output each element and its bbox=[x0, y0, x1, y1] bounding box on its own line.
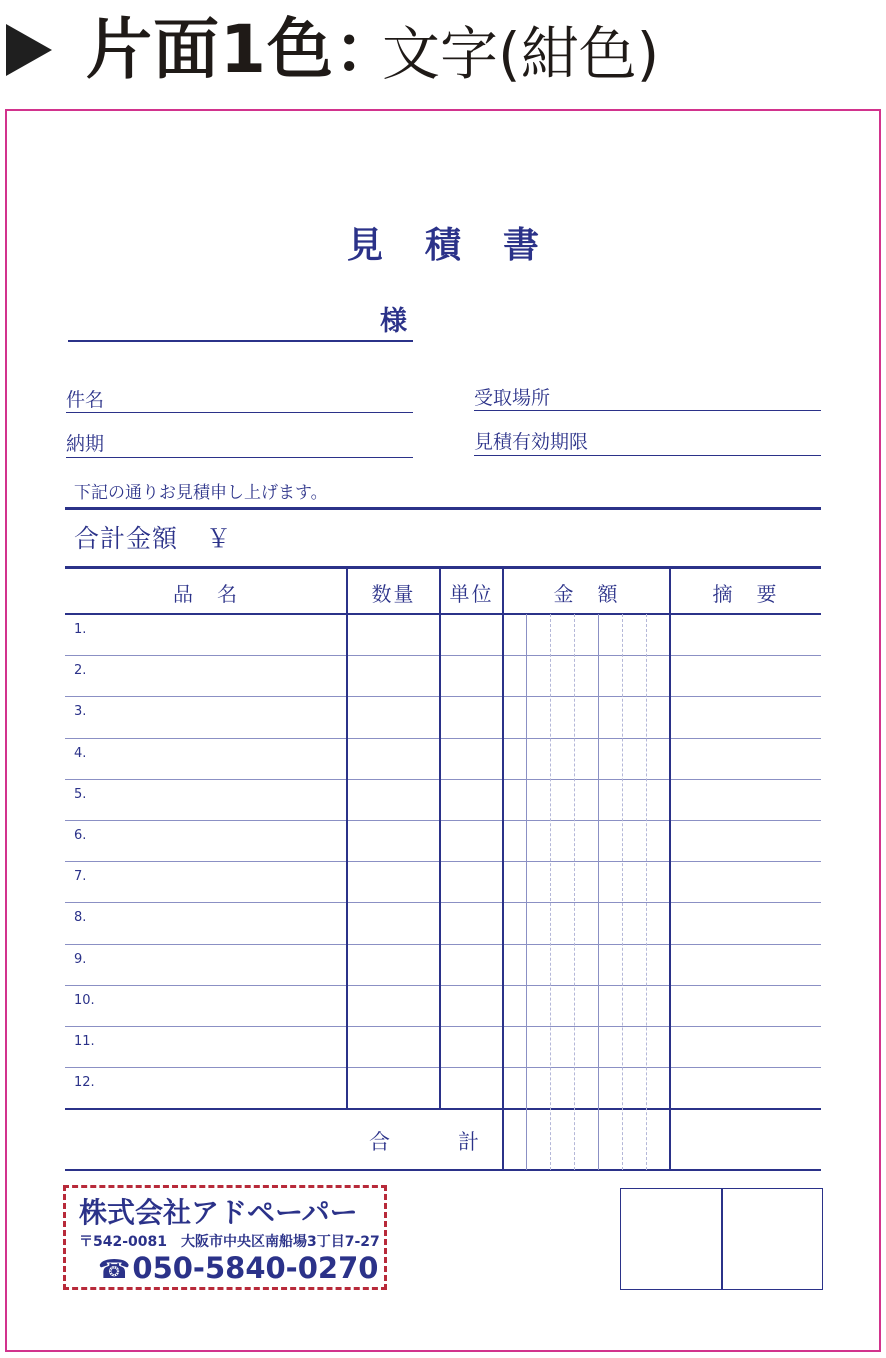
honorific: 様 bbox=[380, 306, 407, 337]
vdash-amount-4 bbox=[646, 614, 647, 1170]
company-box bbox=[63, 1185, 387, 1290]
note-rule bbox=[65, 507, 821, 510]
heading-main: 片面1色： bbox=[86, 11, 401, 88]
table-row-divider bbox=[65, 655, 821, 656]
col-header-item: 品 名 bbox=[173, 582, 239, 606]
table-row-divider bbox=[65, 1067, 821, 1068]
subtotal-label-right: 計 bbox=[458, 1130, 479, 1154]
table-row-divider bbox=[65, 738, 821, 739]
telephone-icon: ☎ bbox=[98, 1255, 131, 1285]
vline-amount-remarks bbox=[669, 569, 671, 1170]
field-subject-label: 件名 bbox=[66, 389, 105, 411]
vline-amount-digit-2 bbox=[598, 614, 599, 1170]
field-delivery-date-label: 納期 bbox=[66, 433, 105, 455]
field-validity-line bbox=[474, 455, 821, 456]
form-title: 見積書 bbox=[346, 225, 581, 266]
company-tel bbox=[98, 1250, 378, 1288]
vline-qty-unit bbox=[439, 569, 441, 1109]
table-row-divider bbox=[65, 820, 821, 821]
table-row-divider bbox=[65, 779, 821, 780]
vdash-amount-1 bbox=[550, 614, 551, 1170]
vdash-amount-3 bbox=[622, 614, 623, 1170]
vline-amount-digit-1 bbox=[526, 614, 527, 1170]
row-number: 4. bbox=[74, 745, 87, 761]
estimate-sheet bbox=[5, 109, 881, 1352]
company-tel-number: 050-5840-0270 bbox=[132, 1251, 379, 1285]
field-delivery-date-line bbox=[66, 457, 413, 458]
vdash-amount-2 bbox=[574, 614, 575, 1170]
yen-symbol: ￥ bbox=[206, 524, 232, 553]
vline-item-qty bbox=[346, 569, 348, 1109]
table-bottom-rule bbox=[65, 1169, 821, 1171]
field-validity-label: 見積有効期限 bbox=[474, 431, 589, 453]
col-header-remarks: 摘 要 bbox=[712, 582, 779, 606]
company-address: 〒542-0081 大阪市中央区南船場3丁目7-27 bbox=[79, 1234, 380, 1250]
row-number: 11. bbox=[74, 1034, 95, 1049]
recipient-underline bbox=[68, 340, 413, 342]
play-triangle-icon bbox=[6, 24, 52, 76]
row-number: 2. bbox=[74, 663, 87, 679]
row-number: 5. bbox=[74, 786, 87, 802]
row-number: 9. bbox=[74, 951, 87, 967]
table-top-rule bbox=[65, 566, 821, 569]
heading-sub: 文字(紺色) bbox=[382, 20, 660, 88]
table-row-divider bbox=[65, 902, 821, 903]
page-heading bbox=[0, 0, 886, 100]
row-number: 1. bbox=[74, 622, 87, 637]
table-row-divider bbox=[65, 696, 821, 697]
row-number: 7. bbox=[74, 869, 87, 885]
stamp-box bbox=[620, 1188, 823, 1290]
row-number: 6. bbox=[74, 828, 87, 843]
col-header-quantity: 数量 bbox=[371, 582, 416, 606]
field-delivery-place-line bbox=[474, 410, 821, 411]
field-subject-line bbox=[66, 412, 413, 413]
row-number: 3. bbox=[74, 704, 87, 720]
header-bottom-rule bbox=[65, 613, 821, 615]
table-row-divider bbox=[65, 1026, 821, 1027]
field-delivery-place-label: 受取場所 bbox=[474, 387, 551, 409]
rows-bottom-rule bbox=[65, 1108, 821, 1110]
row-number: 10. bbox=[74, 992, 95, 1008]
estimate-note: 下記の通りお見積申し上げます。 bbox=[74, 483, 328, 503]
col-header-amount: 金 額 bbox=[553, 582, 620, 606]
table-row-divider bbox=[65, 985, 821, 986]
row-number: 12. bbox=[74, 1075, 95, 1091]
total-amount-label: 合計金額 bbox=[74, 524, 179, 553]
table-row-divider bbox=[65, 944, 821, 945]
table-row-divider bbox=[65, 861, 821, 862]
company-name: 株式会社アドペーパー bbox=[79, 1196, 358, 1229]
stamp-box-divider bbox=[721, 1189, 723, 1289]
col-header-unit: 単位 bbox=[449, 582, 494, 606]
vline-unit-amount bbox=[502, 569, 504, 1170]
row-number: 8. bbox=[74, 910, 87, 926]
subtotal-label-left: 合 bbox=[369, 1130, 390, 1154]
